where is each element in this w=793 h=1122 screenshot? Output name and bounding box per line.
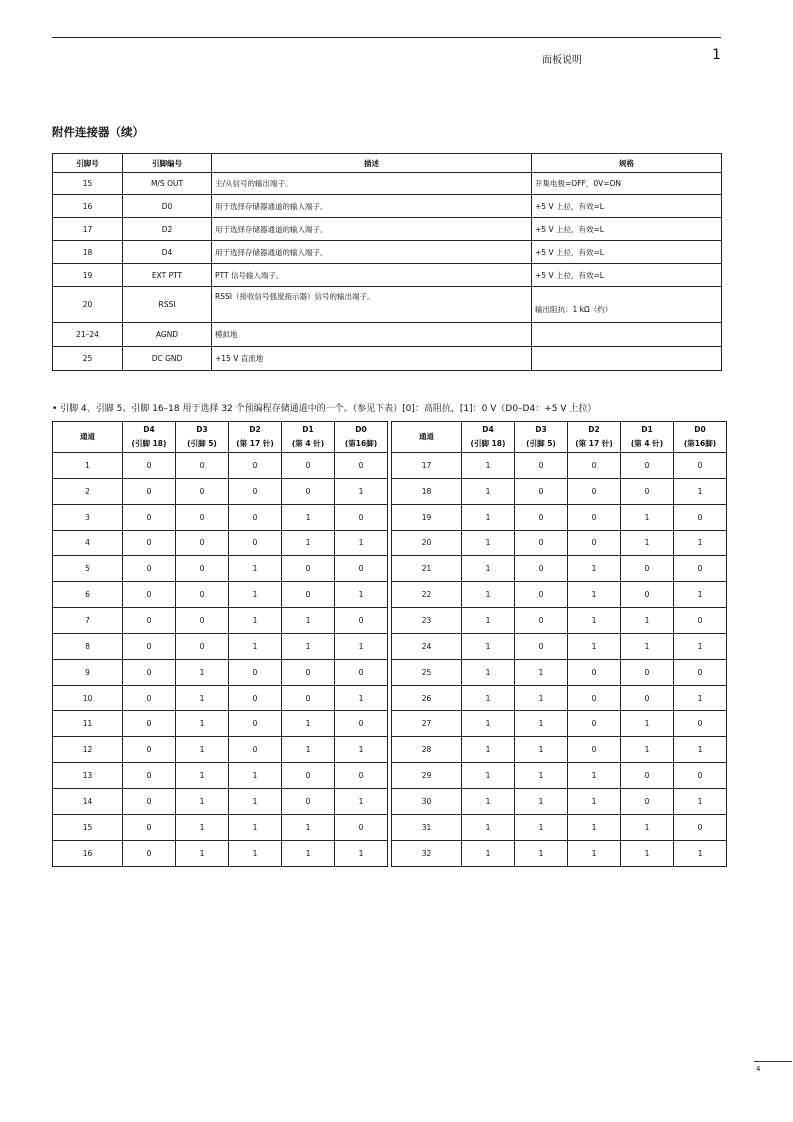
bit-cell: 1 <box>229 840 282 866</box>
pin-name-cell: D4 <box>123 241 212 264</box>
spec-cell: 输出阻抗：1 kΩ（约） <box>532 287 722 323</box>
column-header <box>53 422 123 453</box>
pin-number-cell: 20 <box>53 287 123 323</box>
column-header-pin: (引脚 18) <box>470 439 506 448</box>
pin-name-cell: RSSI <box>123 287 212 323</box>
bit-cell: 0 <box>229 737 282 763</box>
bit-cell: 1 <box>621 737 674 763</box>
table-row <box>53 556 727 582</box>
table-row <box>53 840 727 866</box>
description-cell: 主/从信号的输出端子。 <box>212 173 532 195</box>
bit-cell: 1 <box>282 530 335 556</box>
pin-number-cell: 16 <box>53 195 123 218</box>
bit-cell: 0 <box>176 556 229 582</box>
bit-cell: 0 <box>335 556 388 582</box>
pin-number-cell: 18 <box>53 241 123 264</box>
bit-cell: 0 <box>335 763 388 789</box>
bit-cell: 0 <box>123 608 176 634</box>
bit-cell: 0 <box>568 530 621 556</box>
bit-cell: 0 <box>674 453 727 479</box>
bit-cell: 0 <box>621 453 674 479</box>
bit-cell: 0 <box>568 685 621 711</box>
column-header <box>335 422 388 453</box>
bit-cell: 1 <box>335 685 388 711</box>
bit-cell: 1 <box>462 608 515 634</box>
table-row <box>53 685 727 711</box>
bit-cell: 1 <box>568 556 621 582</box>
bit-cell: 1 <box>282 608 335 634</box>
bit-cell: 0 <box>123 556 176 582</box>
bit-cell: 0 <box>123 737 176 763</box>
bit-cell: 1 <box>621 814 674 840</box>
channel-cell: 1 <box>53 453 123 479</box>
bit-cell: 1 <box>335 788 388 814</box>
bit-cell: 0 <box>176 633 229 659</box>
spec-cell: +5 V 上拉，有效=L <box>532 241 722 264</box>
bit-cell: 1 <box>674 737 727 763</box>
column-header-pin: (第 4 针) <box>630 439 664 448</box>
bit-cell: 0 <box>123 453 176 479</box>
pin-name-cell: DC GND <box>123 347 212 371</box>
table-row <box>53 347 722 371</box>
bit-cell: 1 <box>462 556 515 582</box>
bit-cell: 0 <box>123 582 176 608</box>
bit-cell: 0 <box>123 685 176 711</box>
bit-cell: 1 <box>515 788 568 814</box>
column-header-name: D4 <box>482 425 494 434</box>
channel-cell: 11 <box>53 711 123 737</box>
channel-cell: 23 <box>392 608 462 634</box>
bit-cell: 1 <box>462 659 515 685</box>
table-row <box>53 264 722 287</box>
channel-cell: 9 <box>53 659 123 685</box>
channel-select-table <box>52 421 727 867</box>
column-header-pin: (第 17 针) <box>575 439 613 448</box>
bit-cell: 0 <box>123 788 176 814</box>
table-row <box>53 504 727 530</box>
column-header <box>621 422 674 453</box>
bit-cell: 0 <box>568 504 621 530</box>
column-header-name: 通道 <box>419 432 434 441</box>
spec-cell: +5 V 上拉，有效=L <box>532 218 722 241</box>
bit-cell: 0 <box>515 478 568 504</box>
bit-cell: 1 <box>282 840 335 866</box>
spec-cell: 开集电极=OFF，0V=ON <box>532 173 722 195</box>
pin-name-cell: D0 <box>123 195 212 218</box>
channel-cell: 31 <box>392 814 462 840</box>
bit-cell: 0 <box>568 659 621 685</box>
bit-cell: 1 <box>335 633 388 659</box>
bit-cell: 1 <box>176 659 229 685</box>
channel-cell: 30 <box>392 788 462 814</box>
column-header: 规格 <box>532 154 722 173</box>
bit-cell: 1 <box>674 478 727 504</box>
bit-cell: 1 <box>282 737 335 763</box>
column-header <box>392 422 462 453</box>
bit-cell: 1 <box>674 633 727 659</box>
bit-cell: 0 <box>229 711 282 737</box>
bit-cell: 1 <box>674 530 727 556</box>
bit-cell: 0 <box>123 711 176 737</box>
column-header <box>674 422 727 453</box>
table-header-row <box>53 422 727 453</box>
channel-cell: 2 <box>53 478 123 504</box>
table-row <box>53 287 722 323</box>
bit-cell: 1 <box>229 814 282 840</box>
bit-cell: 0 <box>123 478 176 504</box>
bit-cell: 1 <box>335 737 388 763</box>
bit-cell: 0 <box>282 556 335 582</box>
column-header-pin: (引脚 18) <box>131 439 167 448</box>
bit-cell: 0 <box>229 453 282 479</box>
column-header-name: D1 <box>641 425 653 434</box>
channel-cell: 5 <box>53 556 123 582</box>
bit-cell: 1 <box>568 840 621 866</box>
bit-cell: 0 <box>282 478 335 504</box>
column-header: 描述 <box>212 154 532 173</box>
column-header-name: D2 <box>249 425 261 434</box>
bit-cell: 1 <box>568 633 621 659</box>
bit-cell: 0 <box>515 556 568 582</box>
bit-cell: 1 <box>515 814 568 840</box>
description-cell: 用于选择存储器通道的输入端子。 <box>212 195 532 218</box>
footer-rule <box>754 1061 792 1062</box>
bit-cell: 0 <box>229 685 282 711</box>
column-header <box>568 422 621 453</box>
bit-cell: 0 <box>674 763 727 789</box>
table-row <box>53 711 727 737</box>
description-cell: 模拟地 <box>212 323 532 347</box>
bit-cell: 1 <box>462 530 515 556</box>
table-row <box>53 218 722 241</box>
bit-cell: 1 <box>462 763 515 789</box>
spec-cell: +5 V 上拉，有效=L <box>532 195 722 218</box>
bit-cell: 0 <box>674 711 727 737</box>
column-header-name: D0 <box>355 425 367 434</box>
column-header-name: D1 <box>302 425 314 434</box>
header-rule <box>52 37 721 38</box>
bit-cell: 1 <box>621 840 674 866</box>
bit-cell: 0 <box>176 608 229 634</box>
bit-cell: 0 <box>674 608 727 634</box>
pin-number-cell: 25 <box>53 347 123 371</box>
bit-cell: 1 <box>282 814 335 840</box>
bit-cell: 0 <box>515 504 568 530</box>
bit-cell: 1 <box>335 478 388 504</box>
column-header-pin: (第16脚) <box>683 439 717 448</box>
column-header-name: 通道 <box>80 432 95 441</box>
channel-cell: 7 <box>53 608 123 634</box>
column-header-name: D0 <box>694 425 706 434</box>
channel-cell: 13 <box>53 763 123 789</box>
bit-cell: 0 <box>176 453 229 479</box>
bit-cell: 1 <box>568 582 621 608</box>
channel-cell: 8 <box>53 633 123 659</box>
bit-cell: 1 <box>229 582 282 608</box>
bit-cell: 1 <box>568 763 621 789</box>
bit-cell: 0 <box>568 711 621 737</box>
pin-name-cell: EXT PTT <box>123 264 212 287</box>
bit-cell: 0 <box>674 659 727 685</box>
channel-cell: 22 <box>392 582 462 608</box>
bit-cell: 0 <box>282 453 335 479</box>
bit-cell: 0 <box>123 504 176 530</box>
table-row <box>53 530 727 556</box>
bit-cell: 0 <box>335 659 388 685</box>
bit-cell: 1 <box>229 763 282 789</box>
pin-number-cell: 19 <box>53 264 123 287</box>
table-row <box>53 478 727 504</box>
bit-cell: 1 <box>176 763 229 789</box>
channel-cell: 4 <box>53 530 123 556</box>
bit-cell: 0 <box>282 582 335 608</box>
column-header <box>123 422 176 453</box>
bit-cell: 1 <box>568 788 621 814</box>
bit-cell: 1 <box>462 633 515 659</box>
description-cell: 用于选择存储器通道的输入端子。 <box>212 218 532 241</box>
table-row <box>53 453 727 479</box>
bit-cell: 1 <box>462 504 515 530</box>
bit-cell: 1 <box>462 453 515 479</box>
bit-cell: 0 <box>621 763 674 789</box>
column-header <box>176 422 229 453</box>
description-cell: PTT 信号输入端子。 <box>212 264 532 287</box>
table-row <box>53 608 727 634</box>
channel-cell: 29 <box>392 763 462 789</box>
pin-name-cell: M/S OUT <box>123 173 212 195</box>
bit-cell: 1 <box>515 685 568 711</box>
channel-cell: 21 <box>392 556 462 582</box>
bit-cell: 0 <box>568 478 621 504</box>
bit-cell: 1 <box>674 582 727 608</box>
table-row <box>53 763 727 789</box>
bit-cell: 1 <box>515 659 568 685</box>
pin-name-cell: AGND <box>123 323 212 347</box>
bit-cell: 0 <box>515 582 568 608</box>
column-header-name: D3 <box>535 425 547 434</box>
bit-cell: 0 <box>515 453 568 479</box>
column-header <box>229 422 282 453</box>
bit-cell: 1 <box>568 608 621 634</box>
column-header-pin: (第 17 针) <box>236 439 274 448</box>
table-row <box>53 659 727 685</box>
table-row <box>53 737 727 763</box>
table-row <box>53 241 722 264</box>
bit-cell: 1 <box>462 814 515 840</box>
bit-cell: 0 <box>176 478 229 504</box>
channel-cell: 14 <box>53 788 123 814</box>
bit-cell: 0 <box>621 582 674 608</box>
column-header-pin: (第 4 针) <box>291 439 325 448</box>
bit-cell: 0 <box>335 453 388 479</box>
bit-cell: 0 <box>335 711 388 737</box>
bit-cell: 1 <box>621 530 674 556</box>
bit-cell: 1 <box>282 633 335 659</box>
bit-cell: 0 <box>229 504 282 530</box>
column-header-pin: (引脚 5) <box>526 439 556 448</box>
bit-cell: 0 <box>621 478 674 504</box>
bit-cell: 1 <box>621 711 674 737</box>
channel-cell: 10 <box>53 685 123 711</box>
bit-cell: 0 <box>335 814 388 840</box>
pin-name-cell: D2 <box>123 218 212 241</box>
channel-cell: 19 <box>392 504 462 530</box>
channel-cell: 16 <box>53 840 123 866</box>
bit-cell: 1 <box>568 814 621 840</box>
column-header-name: D4 <box>143 425 155 434</box>
table-row <box>53 173 722 195</box>
bit-cell: 1 <box>515 711 568 737</box>
bit-cell: 0 <box>123 840 176 866</box>
bit-cell: 1 <box>462 582 515 608</box>
channel-select-note: • 引脚 4、引脚 5、引脚 16–18 用于选择 32 个预编程存储通道中的一个。（参见下表）[0]：高阻抗，[1]：0 V（D0–D4：+5 V 上拉） <box>52 404 597 414</box>
bit-cell: 1 <box>674 840 727 866</box>
bit-cell: 1 <box>176 711 229 737</box>
channel-cell: 24 <box>392 633 462 659</box>
channel-cell: 15 <box>53 814 123 840</box>
pin-number-cell: 17 <box>53 218 123 241</box>
bit-cell: 0 <box>123 814 176 840</box>
bit-cell: 0 <box>674 814 727 840</box>
channel-cell: 20 <box>392 530 462 556</box>
bit-cell: 1 <box>462 685 515 711</box>
bit-cell: 0 <box>282 788 335 814</box>
bit-cell: 0 <box>123 633 176 659</box>
channel-cell: 3 <box>53 504 123 530</box>
bit-cell: 0 <box>229 659 282 685</box>
bit-cell: 0 <box>335 504 388 530</box>
bit-cell: 1 <box>462 711 515 737</box>
table-row <box>53 788 727 814</box>
bit-cell: 1 <box>335 530 388 556</box>
pin-number-cell: 15 <box>53 173 123 195</box>
table-row <box>53 633 727 659</box>
column-header-name: D2 <box>588 425 600 434</box>
column-header-pin: (引脚 5) <box>187 439 217 448</box>
column-header <box>282 422 335 453</box>
bit-cell: 1 <box>515 840 568 866</box>
bit-cell: 0 <box>568 453 621 479</box>
column-header: 引脚号 <box>53 154 123 173</box>
bit-cell: 1 <box>229 633 282 659</box>
bit-cell: 1 <box>176 840 229 866</box>
bit-cell: 0 <box>176 582 229 608</box>
bit-cell: 1 <box>462 788 515 814</box>
bit-cell: 0 <box>621 556 674 582</box>
bit-cell: 1 <box>515 763 568 789</box>
bit-cell: 0 <box>229 478 282 504</box>
bit-cell: 0 <box>621 659 674 685</box>
connector-pin-table <box>52 153 722 371</box>
bit-cell: 0 <box>621 788 674 814</box>
column-header <box>515 422 568 453</box>
channel-cell: 28 <box>392 737 462 763</box>
channel-cell: 32 <box>392 840 462 866</box>
spec-cell <box>532 347 722 371</box>
bit-cell: 1 <box>229 608 282 634</box>
channel-cell: 6 <box>53 582 123 608</box>
bit-cell: 1 <box>335 840 388 866</box>
bit-cell: 0 <box>515 633 568 659</box>
channel-cell: 27 <box>392 711 462 737</box>
bit-cell: 1 <box>176 788 229 814</box>
column-header-pin: (第16脚) <box>344 439 378 448</box>
bit-cell: 1 <box>515 737 568 763</box>
bit-cell: 1 <box>621 504 674 530</box>
channel-cell: 12 <box>53 737 123 763</box>
bit-cell: 1 <box>282 504 335 530</box>
bit-cell: 1 <box>176 814 229 840</box>
bit-cell: 1 <box>176 737 229 763</box>
bit-cell: 1 <box>621 633 674 659</box>
bit-cell: 0 <box>674 504 727 530</box>
description-cell: +15 V 直流地 <box>212 347 532 371</box>
channel-cell: 25 <box>392 659 462 685</box>
column-header <box>462 422 515 453</box>
spec-cell: +5 V 上拉，有效=L <box>532 264 722 287</box>
footer-page-number: 4 <box>756 1065 761 1073</box>
table-row <box>53 582 727 608</box>
table-row <box>53 814 727 840</box>
bit-cell: 1 <box>462 737 515 763</box>
table-row <box>53 323 722 347</box>
bit-cell: 0 <box>568 737 621 763</box>
bit-cell: 0 <box>674 556 727 582</box>
header-page-number: 1 <box>712 47 721 63</box>
header-section-label: 面板说明 <box>542 55 582 66</box>
bit-cell: 0 <box>282 763 335 789</box>
bit-cell: 1 <box>176 685 229 711</box>
table-row <box>53 195 722 218</box>
bit-cell: 0 <box>229 530 282 556</box>
bit-cell: 1 <box>282 711 335 737</box>
bit-cell: 0 <box>176 530 229 556</box>
bit-cell: 0 <box>621 685 674 711</box>
bit-cell: 0 <box>123 763 176 789</box>
bit-cell: 0 <box>176 504 229 530</box>
description-cell: RSSI（接收信号强度指示器）信号的输出端子。 <box>212 287 532 323</box>
bit-cell: 1 <box>229 556 282 582</box>
bit-cell: 0 <box>123 659 176 685</box>
channel-cell: 26 <box>392 685 462 711</box>
column-header: 引脚编号 <box>123 154 212 173</box>
bit-cell: 1 <box>674 685 727 711</box>
bit-cell: 0 <box>282 659 335 685</box>
bit-cell: 0 <box>515 530 568 556</box>
bit-cell: 0 <box>335 608 388 634</box>
bit-cell: 0 <box>282 685 335 711</box>
bit-cell: 0 <box>123 530 176 556</box>
channel-cell: 17 <box>392 453 462 479</box>
channel-cell: 18 <box>392 478 462 504</box>
bit-cell: 1 <box>462 840 515 866</box>
bit-cell: 1 <box>229 788 282 814</box>
bit-cell: 1 <box>462 478 515 504</box>
table-header-row <box>53 154 722 173</box>
column-header-name: D3 <box>196 425 208 434</box>
bit-cell: 0 <box>515 608 568 634</box>
bit-cell: 1 <box>335 582 388 608</box>
section-title: 附件连接器（续） <box>52 125 144 139</box>
bit-cell: 1 <box>674 788 727 814</box>
description-cell: 用于选择存储器通道的输入端子。 <box>212 241 532 264</box>
bit-cell: 1 <box>621 608 674 634</box>
spec-cell <box>532 323 722 347</box>
pin-number-cell: 21–24 <box>53 323 123 347</box>
